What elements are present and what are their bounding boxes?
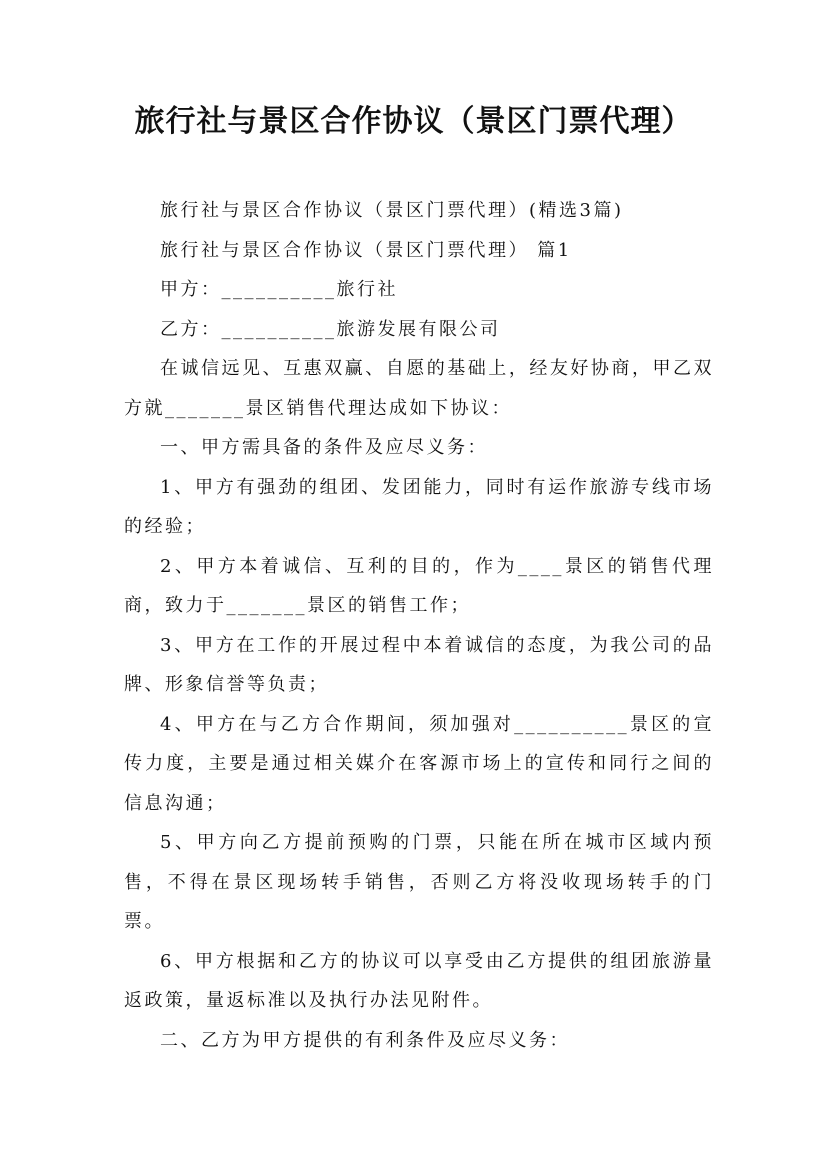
paragraph-clause-heading-2: 二、乙方为甲方提供的有利条件及应尽义务： [160, 1029, 570, 1051]
paragraph-clause-1-4: 4、甲方在与乙方合作期间，须加强对__________景区的宣传力度，主要是通过相关媒介在客源市场上的宣传和同行之间的信息沟通； [124, 713, 714, 814]
paragraph-clause-1-3: 3、甲方在工作的开展过程中本着诚信的态度，为我公司的品牌、形象信誉等负责； [124, 634, 714, 695]
paragraph-clause-1-1: 1、甲方有强劲的组团、发团能力，同时有运作旅游专线市场的经验； [124, 476, 714, 537]
paragraph-clause-heading-1: 一、甲方需具备的条件及应尽义务： [160, 437, 488, 458]
paragraph-section-heading: 旅行社与景区合作协议（景区门票代理） 篇1 [160, 239, 572, 261]
paragraph-clause-1-2: 2、甲方本着诚信、互利的目的，作为____景区的销售代理商，致力于_______景区的销售工作； [124, 555, 714, 616]
document-body [124, 191, 714, 1060]
paragraph-clause-1-5: 5、甲方向乙方提前预购的门票，只能在所在城市区域内预售，不得在景区现场转手销售，否则乙方将没收现场转手的门票。 [124, 832, 714, 932]
paragraph-preamble: 在诚信远见、互惠双赢、自愿的基础上，经友好协商，甲乙双方就_______景区销售代理达成如下协议： [124, 358, 714, 419]
document-title: 旅行社与景区合作协议（景区门票代理） [134, 104, 693, 139]
paragraph-subtitle: 旅行社与景区合作协议（景区门票代理）(精选3篇) [160, 200, 624, 221]
paragraph-party-a: 甲方：__________旅行社 [160, 279, 398, 300]
paragraph-clause-1-6: 6、甲方根据和乙方的协议可以享受由乙方提供的组团旅游量返政策，量返标准以及执行办法见附件。 [124, 950, 714, 1011]
paragraph-party-b: 乙方：__________旅游发展有限公司 [160, 318, 501, 340]
